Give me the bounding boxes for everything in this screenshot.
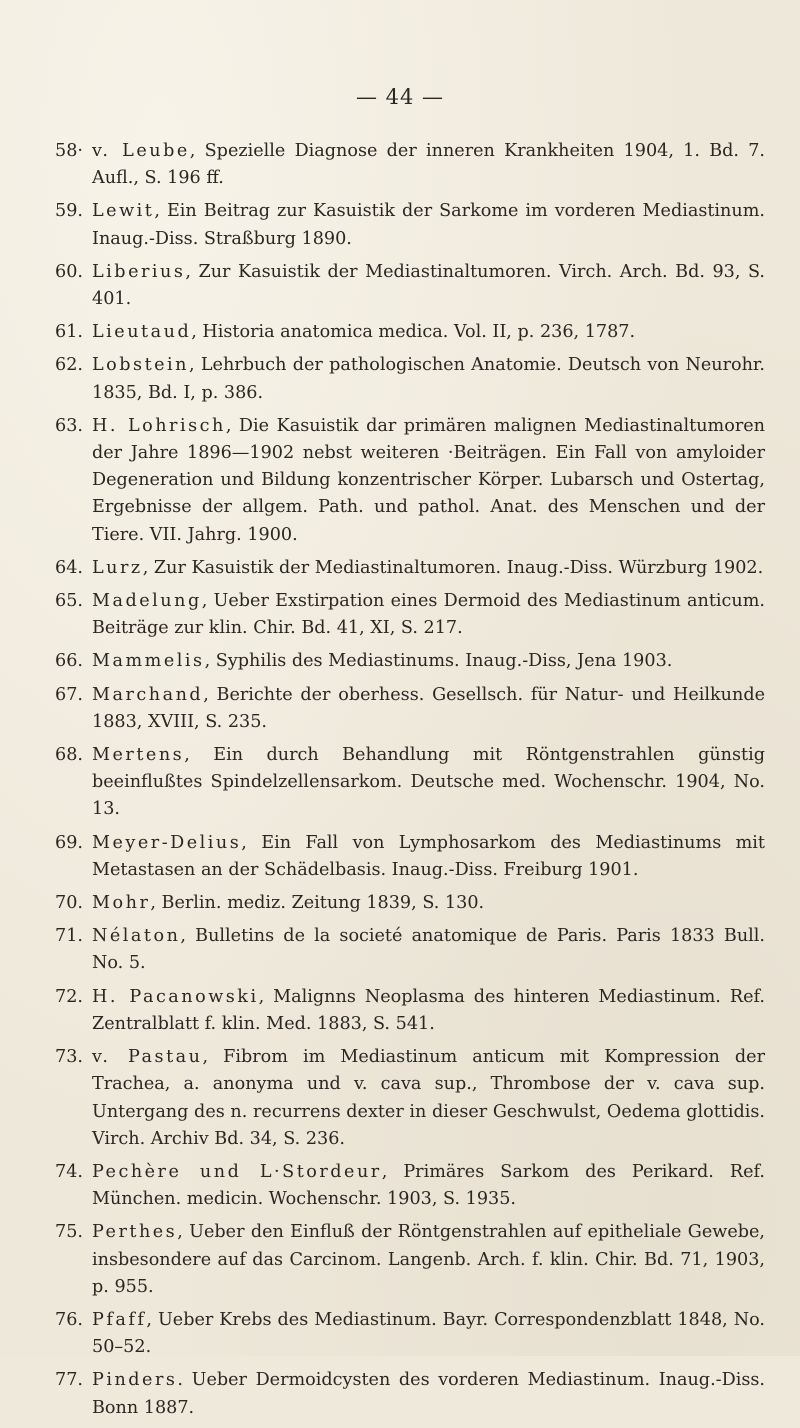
- reference-text: , Syphilis des Mediastinums. Inaug.-Diss, Jena 1903.: [204, 651, 673, 672]
- reference-text: , Lehrbuch der pathologischen Anatomie. Deutsch von Neurohr. 1835, Bd. I, p. 386.: [92, 355, 765, 403]
- reference-author: Lurz: [92, 557, 143, 578]
- reference-number: 65.: [55, 591, 83, 612]
- reference-author: H. Lohrisch: [92, 415, 226, 436]
- reference-text: , Die Kasuistik dar primären malignen Mediastinaltumoren der Jahre 1896—1902 nebst weiteren ·Beiträgen. Ein Fall von amyloider Degeneration und Bildung konzentrischer Körper. Lubarsch und Ostertag, Ergebnisse der allgem. Path. und pathol. Anat. des Menschen und der Tiere. VII. Jahrg. 1900.: [92, 415, 765, 545]
- reference-author: Liberius: [92, 261, 186, 282]
- reference-author: Lewit: [92, 201, 155, 222]
- reference-item: [55, 1367, 765, 1421]
- reference-list: [55, 138, 765, 1428]
- reference-number: 61.: [55, 322, 83, 343]
- reference-number: 66.: [55, 651, 83, 672]
- reference-author: Perthes: [92, 1222, 178, 1243]
- reference-number: 75.: [55, 1222, 83, 1243]
- reference-item: [55, 1219, 765, 1301]
- reference-text: , Malignns Neoplasma des hinteren Mediastinum. Ref. Zentralblatt f. klin. Med. 1883, S. 541.: [92, 986, 765, 1034]
- reference-author: Pfaff: [92, 1309, 147, 1330]
- reference-author: Pechère und L·Stordeur: [92, 1161, 382, 1182]
- reference-item: [55, 648, 765, 675]
- reference-item: [55, 984, 765, 1038]
- reference-author: Lobstein: [92, 355, 190, 376]
- reference-number: 77.: [55, 1370, 83, 1391]
- reference-number: 69.: [55, 832, 83, 853]
- reference-text: , Historia anatomica medica. Vol. II, p. 236, 1787.: [191, 322, 636, 343]
- reference-item: [55, 413, 765, 549]
- reference-author: Lieutaud: [92, 322, 192, 343]
- reference-item: [55, 1044, 765, 1153]
- reference-item: [55, 1307, 765, 1361]
- reference-number: 63.: [55, 415, 83, 436]
- reference-item: [55, 830, 765, 884]
- reference-item: [55, 1159, 765, 1213]
- reference-number: 58·: [55, 141, 83, 161]
- reference-item: [55, 682, 765, 736]
- reference-item: [55, 588, 765, 642]
- reference-author: Meyer-Delius: [92, 832, 242, 853]
- reference-item: [55, 555, 765, 582]
- reference-text: , Zur Kasuistik der Mediastinaltumoren. Inaug.-Diss. Würzburg 1902.: [142, 557, 764, 578]
- reference-number: 70.: [55, 893, 83, 914]
- reference-text: , Ueber Krebs des Mediastinum. Bayr. Correspondenzblatt 1848, No. 50–52.: [92, 1309, 765, 1358]
- reference-text: . Ueber Dermoidcysten des vorderen Mediastinum. Inaug.-Diss. Bonn 1887.: [92, 1370, 765, 1418]
- reference-author: Marchand: [92, 684, 204, 705]
- reference-item: [55, 890, 765, 917]
- reference-number: 74.: [55, 1161, 83, 1182]
- reference-item: [55, 319, 765, 346]
- reference-author: Mammelis: [92, 651, 205, 672]
- reference-text: , Berichte der oberhess. Gesellsch. für Natur- und Heilkunde 1883, XVIII, S. 235.: [92, 684, 765, 732]
- reference-text: , Primäres Sarkom des Perikard. Ref. München. medicin. Wochenschr. 1903, S. 1935.: [92, 1161, 766, 1210]
- reference-number: 60.: [55, 261, 83, 282]
- reference-text: , Fibrom im Mediastinum anticum mit Kompression der Trachea, a. anonyma und v. cava sup., Thrombose der v. cava sup. Untergang des n. recurrens dexter in dieser Geschwulst, Oedema glottidis. Virch. Archiv Bd. 34, S. 236.: [92, 1047, 765, 1149]
- reference-number: 72.: [55, 986, 83, 1007]
- reference-author: H. Pacanowski: [92, 986, 259, 1007]
- reference-number: 71.: [55, 926, 83, 947]
- reference-item: [55, 259, 765, 313]
- reference-author: v. Leube: [92, 141, 190, 161]
- reference-text: , Ueber Exstirpation eines Dermoid des Mediastinum anticum. Beiträge zur klin. Chir. Bd. 41, XI, S. 217.: [92, 591, 765, 639]
- reference-item: [55, 923, 765, 977]
- reference-number: 76.: [55, 1309, 83, 1330]
- reference-text: , Bulletins de la societé anatomique de Paris. Paris 1833 Bull. No. 5.: [92, 926, 765, 974]
- reference-number: 68.: [55, 745, 83, 766]
- reference-number: 73.: [55, 1047, 83, 1068]
- reference-author: Mohr: [92, 893, 151, 914]
- reference-author: Pinders: [92, 1370, 178, 1391]
- reference-text: , Ein Fall von Lymphosarkom des Mediastinums mit Metastasen an der Schädelbasis. Inaug.-Diss. Freiburg 1901.: [92, 832, 765, 880]
- reference-text: , Spezielle Diagnose der inneren Krankheiten 1904, 1. Bd. 7. Aufl., S. 196 ff.: [92, 141, 766, 189]
- reference-text: , Ein durch Behandlung mit Röntgenstrahlen günstig beeinflußtes Spindelzellensarkom. Deutsche med. Wochenschr. 1904, No. 13.: [92, 745, 765, 820]
- reference-text: , Berlin. mediz. Zeitung 1839, S. 130.: [150, 893, 485, 914]
- reference-item: [55, 742, 765, 824]
- reference-item: [55, 198, 765, 252]
- reference-number: 64.: [55, 557, 83, 578]
- reference-text: , Zur Kasuistik der Mediastinaltumoren. Virch. Arch. Bd. 93, S. 401.: [92, 261, 765, 310]
- reference-item: [55, 138, 765, 192]
- reference-author: v. Pastau: [92, 1047, 203, 1068]
- reference-author: Madelung: [92, 591, 202, 612]
- reference-number: 59.: [55, 201, 83, 222]
- reference-author: Mertens: [92, 745, 185, 766]
- reference-number: 62.: [55, 355, 83, 376]
- reference-author: Nélaton: [92, 926, 181, 947]
- reference-number: 67.: [55, 684, 83, 705]
- reference-text: , Ein Beitrag zur Kasuistik der Sarkome im vorderen Mediastinum. Inaug.-Diss. Straßburg 1890.: [92, 201, 765, 249]
- page-number-header: — 44 —: [355, 85, 445, 109]
- reference-item: [55, 352, 765, 406]
- reference-text: , Ueber den Einfluß der Röntgenstrahlen auf epitheliale Gewebe, insbesondere auf das Carcinom. Langenb. Arch. f. klin. Chir. Bd. 71, 1903, p. 955.: [92, 1222, 765, 1297]
